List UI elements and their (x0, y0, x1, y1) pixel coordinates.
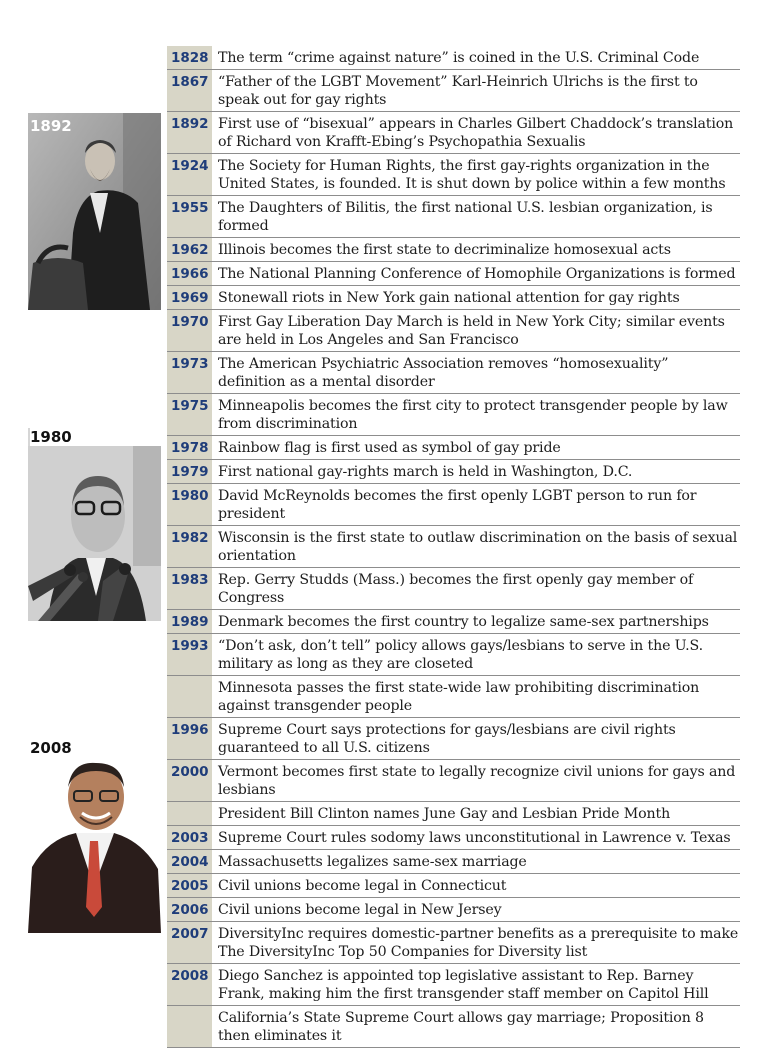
timeline-event: The National Planning Conference of Homophile Organizations is formed (218, 266, 736, 282)
timeline-year: 1989 (167, 610, 212, 633)
timeline-row (167, 760, 740, 802)
timeline-event: Wisconsin is the first state to outlaw discrimination on the basis of sexual orientation (218, 530, 738, 564)
timeline-year: 1892 (167, 112, 212, 153)
timeline-year: 1979 (167, 460, 212, 483)
timeline-year: 2007 (167, 922, 212, 963)
timeline-row (167, 850, 740, 874)
timeline-year: 2003 (167, 826, 212, 849)
timeline-event: Rainbow flag is first used as symbol of gay pride (218, 440, 561, 456)
timeline-event: First Gay Liberation Day March is held in New York City; similar events are held in Los Angeles and San Francisco (218, 314, 725, 348)
timeline-event: California’s State Supreme Court allows gay marriage; Proposition 8 then eliminates it (218, 1010, 704, 1044)
timeline-event: Denmark becomes the first country to legalize same-sex partnerships (218, 614, 709, 630)
timeline-row (167, 526, 740, 568)
timeline-event: Supreme Court rules sodomy laws unconstitutional in Lawrence v. Texas (218, 830, 731, 846)
timeline-year: 1982 (167, 526, 212, 567)
timeline-row (167, 676, 740, 718)
timeline-year: 1975 (167, 394, 212, 435)
timeline-event: The term “crime against nature” is coined in the U.S. Criminal Code (218, 50, 700, 66)
timeline-table (167, 46, 740, 1048)
timeline-year: 1867 (167, 70, 212, 111)
timeline-row (167, 802, 740, 826)
timeline-row (167, 964, 740, 1006)
timeline-event: Stonewall riots in New York gain national attention for gay rights (218, 290, 680, 306)
timeline-event: David McReynolds becomes the first openly LGBT person to run for president (218, 488, 697, 522)
timeline-event: Rep. Gerry Studds (Mass.) becomes the first openly gay member of Congress (218, 572, 694, 606)
timeline-year: 1980 (167, 484, 212, 525)
timeline-year (167, 802, 212, 825)
timeline-event: “Father of the LGBT Movement” Karl-Heinrich Ulrichs is the first to speak out for gay rights (218, 74, 698, 108)
timeline-year: 1828 (167, 46, 212, 69)
timeline-year: 1973 (167, 352, 212, 393)
photo-label: 2008 (30, 739, 72, 757)
timeline-event: Illinois becomes the first state to decriminalize homosexual acts (218, 242, 671, 258)
timeline-event: The Society for Human Rights, the first gay-rights organization in the United States, is founded. It is shut down by police within a few months (218, 158, 726, 192)
timeline-year: 2008 (167, 964, 212, 1005)
timeline-event: Civil unions become legal in Connecticut (218, 878, 507, 894)
timeline-year: 1969 (167, 286, 212, 309)
timeline-row (167, 262, 740, 286)
photo-2008 (28, 739, 161, 933)
timeline-event: Minneapolis becomes the first city to protect transgender people by law from discrimination (218, 398, 728, 432)
timeline-row (167, 286, 740, 310)
timeline-event: First use of “bisexual” appears in Charles Gilbert Chaddock’s translation of Richard von Krafft-Ebing’s Psychopathia Sexualis (218, 116, 734, 150)
timeline-event: Supreme Court says protections for gays/lesbians are civil rights guaranteed to all U.S. citizens (218, 722, 676, 756)
timeline-year: 1983 (167, 568, 212, 609)
timeline-year: 1955 (167, 196, 212, 237)
timeline-row (167, 610, 740, 634)
timeline-event: First national gay-rights march is held in Washington, D.C. (218, 464, 633, 480)
timeline-row (167, 394, 740, 436)
timeline-year: 1966 (167, 262, 212, 285)
timeline-row (167, 460, 740, 484)
timeline-year: 1978 (167, 436, 212, 459)
timeline-row (167, 70, 740, 112)
timeline-row (167, 898, 740, 922)
timeline-event: Civil unions become legal in New Jersey (218, 902, 502, 918)
timeline-event: Massachusetts legalizes same-sex marriage (218, 854, 527, 870)
timeline-row (167, 874, 740, 898)
timeline-year: 2005 (167, 874, 212, 897)
portrait-man-with-microphones-image (28, 446, 161, 621)
timeline-row (167, 718, 740, 760)
timeline-event: The American Psychiatric Association removes “homosexuality” definition as a mental disorder (218, 356, 669, 390)
timeline-year: 1993 (167, 634, 212, 675)
portrait-19th-century-man-image (28, 113, 161, 310)
photo-label: 1980 (30, 428, 161, 446)
timeline-row (167, 634, 740, 676)
timeline-row (167, 1006, 740, 1048)
timeline-row (167, 568, 740, 610)
timeline-year: 1962 (167, 238, 212, 261)
timeline-row (167, 238, 740, 262)
timeline-row (167, 826, 740, 850)
timeline-event: Diego Sanchez is appointed top legislative assistant to Rep. Barney Frank, making him the first transgender staff member on Capitol Hill (218, 968, 709, 1002)
timeline-row (167, 46, 740, 70)
timeline-year: 2006 (167, 898, 212, 921)
timeline-year: 2004 (167, 850, 212, 873)
timeline-year (167, 676, 212, 717)
timeline-row (167, 112, 740, 154)
timeline-event: President Bill Clinton names June Gay and Lesbian Pride Month (218, 806, 671, 822)
timeline-row (167, 484, 740, 526)
photo-label: 1892 (30, 117, 72, 135)
timeline-year: 1924 (167, 154, 212, 195)
timeline-row (167, 436, 740, 460)
timeline-event: DiversityInc requires domestic-partner benefits as a prerequisite to make The DiversityInc Top 50 Companies for Diversity list (218, 926, 739, 960)
timeline-row (167, 352, 740, 394)
photo-1892 (28, 113, 161, 310)
timeline-row (167, 922, 740, 964)
timeline-year (167, 1006, 212, 1047)
timeline-row (167, 310, 740, 352)
photo-1980 (28, 428, 161, 621)
timeline-event: “Don’t ask, don’t tell” policy allows gays/lesbians to serve in the U.S. military as long as they are closeted (218, 638, 703, 672)
portrait-man-with-glasses-image (28, 757, 161, 933)
timeline-row (167, 154, 740, 196)
timeline-year: 2000 (167, 760, 212, 801)
timeline-event: The Daughters of Bilitis, the first national U.S. lesbian organization, is formed (218, 200, 713, 234)
timeline-event: Minnesota passes the first state-wide law prohibiting discrimination against transgender people (218, 680, 700, 714)
timeline-year: 1996 (167, 718, 212, 759)
timeline-year: 1970 (167, 310, 212, 351)
timeline-row (167, 196, 740, 238)
timeline-event: Vermont becomes first state to legally recognize civil unions for gays and lesbians (218, 764, 736, 798)
